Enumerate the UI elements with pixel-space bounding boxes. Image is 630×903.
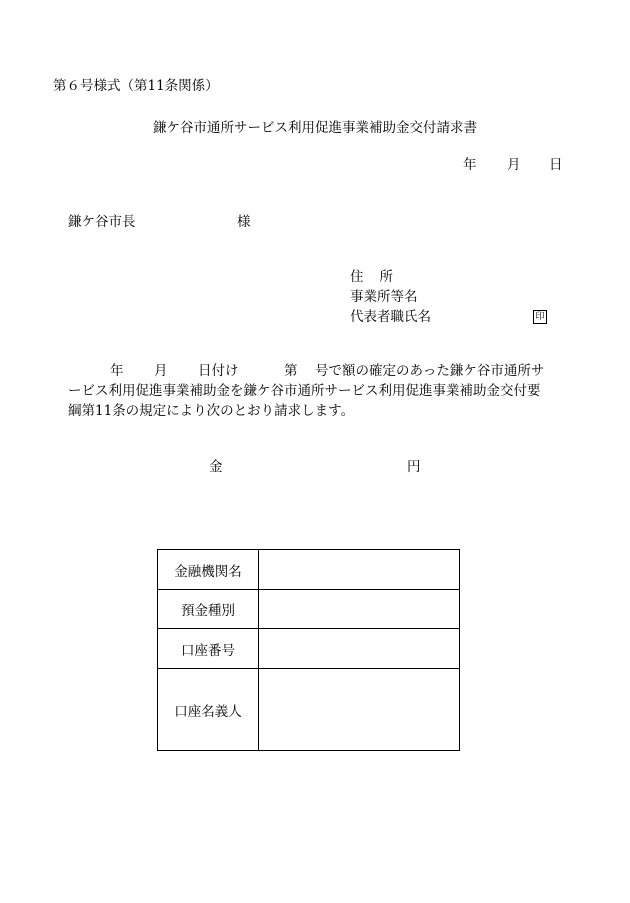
account-holder-label: 口座名義人 [158,669,259,751]
table-row [158,590,460,629]
date-day-label: 日 [549,157,563,173]
body-line-1-rest: 号で額の確定のあった鎌ケ谷市通所サ [315,363,545,379]
applicant-address-label: 住所 [350,269,409,285]
form-number: 第６号様式（第11条関係） [53,78,219,94]
bank-name-value[interactable] [259,550,460,590]
applicant-representative-label: 代表者職氏名 [350,309,431,325]
body-line-1 [110,365,544,379]
body-year-label: 年 [110,363,124,379]
seal-mark: 印 [533,310,547,324]
addressee-honorific: 様 [237,214,251,230]
body-number-prefix: 第 [284,363,298,379]
body-dated-label: 日付け [198,363,239,379]
body-line-3: 綱第11条の規定により次のとおり請求します。 [68,403,355,419]
deposit-type-value[interactable] [259,590,460,629]
date-month-label: 月 [507,157,521,173]
amount-label: 金 [209,459,223,475]
bank-account-table [157,549,460,751]
applicant-office-label: 事業所等名 [350,289,418,305]
amount-unit: 円 [407,459,421,475]
document-title: 鎌ケ谷市通所サービス利用促進事業補助金交付請求書 [153,120,477,136]
addressee-name: 鎌ケ谷市長 [68,214,136,230]
deposit-type-label: 預金種別 [158,590,259,629]
account-number-label: 口座番号 [158,629,259,669]
account-holder-value[interactable] [259,669,460,751]
body-line-2: ービス利用促進事業補助金を鎌ケ谷市通所サービス利用促進事業補助金交付要 [68,383,541,399]
body-month-label: 月 [154,363,168,379]
table-row [158,550,460,590]
date-year-label: 年 [463,157,477,173]
table-row [158,669,460,751]
table-row [158,629,460,669]
account-number-value[interactable] [259,629,460,669]
bank-name-label: 金融機関名 [158,550,259,590]
